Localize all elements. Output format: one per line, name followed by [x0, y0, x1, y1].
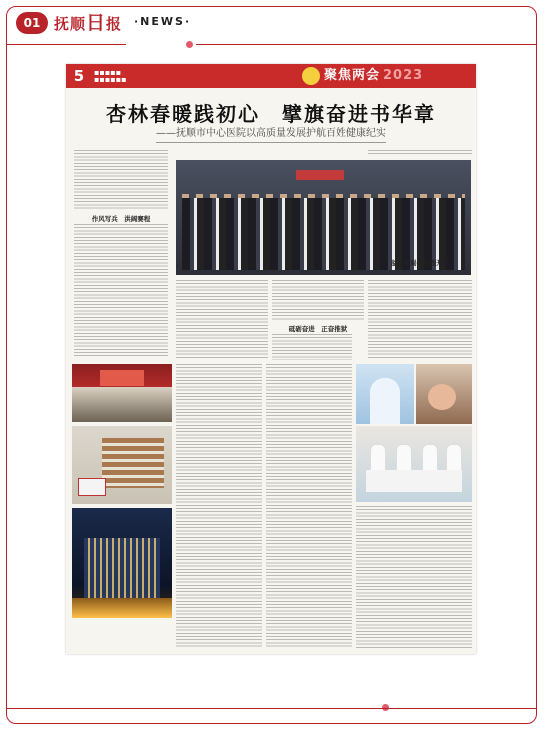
header-dot — [186, 41, 193, 48]
night-ground-lights — [72, 598, 172, 618]
newspaper-page — [66, 64, 476, 654]
text-block-col3-top — [272, 280, 364, 320]
article-subheadline: ——抚顺市中心医院以高质量发展护航百姓健康纪实 — [156, 128, 386, 139]
brand-name-big: 日 — [86, 12, 107, 34]
night-building — [84, 538, 160, 598]
text-block-right-intro — [368, 150, 472, 156]
masthead-year: 2023 — [383, 68, 424, 83]
hospital-night-photo — [72, 508, 172, 618]
text-block-col4-top — [368, 280, 472, 360]
subhead-rule — [156, 142, 386, 143]
emblem-icon — [302, 67, 320, 85]
text-block-col2-top — [176, 280, 268, 360]
text-block-right-bottom — [356, 506, 472, 648]
masthead-section-title — [324, 66, 423, 86]
patient-child-photo — [416, 364, 472, 424]
footer-rule — [6, 708, 537, 709]
protective-suit — [370, 378, 400, 424]
masthead-section: 聚焦两会 — [324, 68, 381, 83]
hospital-ward-photo — [356, 426, 472, 502]
hospital-building-photo — [72, 426, 172, 504]
text-block-section-1 — [74, 224, 168, 356]
page-header — [6, 6, 537, 38]
text-block-intro — [74, 150, 168, 210]
group-photo-banner — [296, 170, 344, 180]
page-number-badge: 01 — [16, 12, 48, 34]
header-rule-left — [6, 44, 126, 45]
conference-hall-photo — [72, 364, 172, 422]
section-title-3: 溢蓝布局 振程开启 — [390, 259, 450, 267]
hospital-bed — [366, 470, 462, 492]
text-block-col2 — [176, 364, 262, 648]
building-wing — [102, 438, 164, 488]
newspaper-masthead — [66, 64, 476, 88]
text-block-col3 — [266, 364, 352, 648]
brand-logo — [54, 12, 122, 35]
child-face — [428, 384, 456, 410]
masthead-logo-text: ▪▪▪▪▪ ▪▪▪▪▪▪ — [94, 68, 127, 84]
text-block-col3-mid — [272, 334, 352, 360]
section-title-2: 砥砺奋进 正奋推狱 — [288, 325, 348, 333]
ambulance — [78, 478, 106, 496]
newspaper-page-number: 5 — [73, 67, 85, 85]
medical-worker-photo — [356, 364, 414, 424]
section-title-1: 作风写兵 洪阔赛程 — [91, 215, 151, 223]
brand-news-tag: ·NEWS· — [134, 15, 192, 28]
brand-name-suffix: 报 — [106, 15, 123, 33]
hall-screen — [100, 370, 144, 386]
article-headline: 杏林春暖践初心 擘旗奋进书华章 — [106, 102, 436, 126]
header-rule-right — [196, 44, 536, 45]
brand-name-prefix: 抚顺 — [54, 15, 87, 33]
